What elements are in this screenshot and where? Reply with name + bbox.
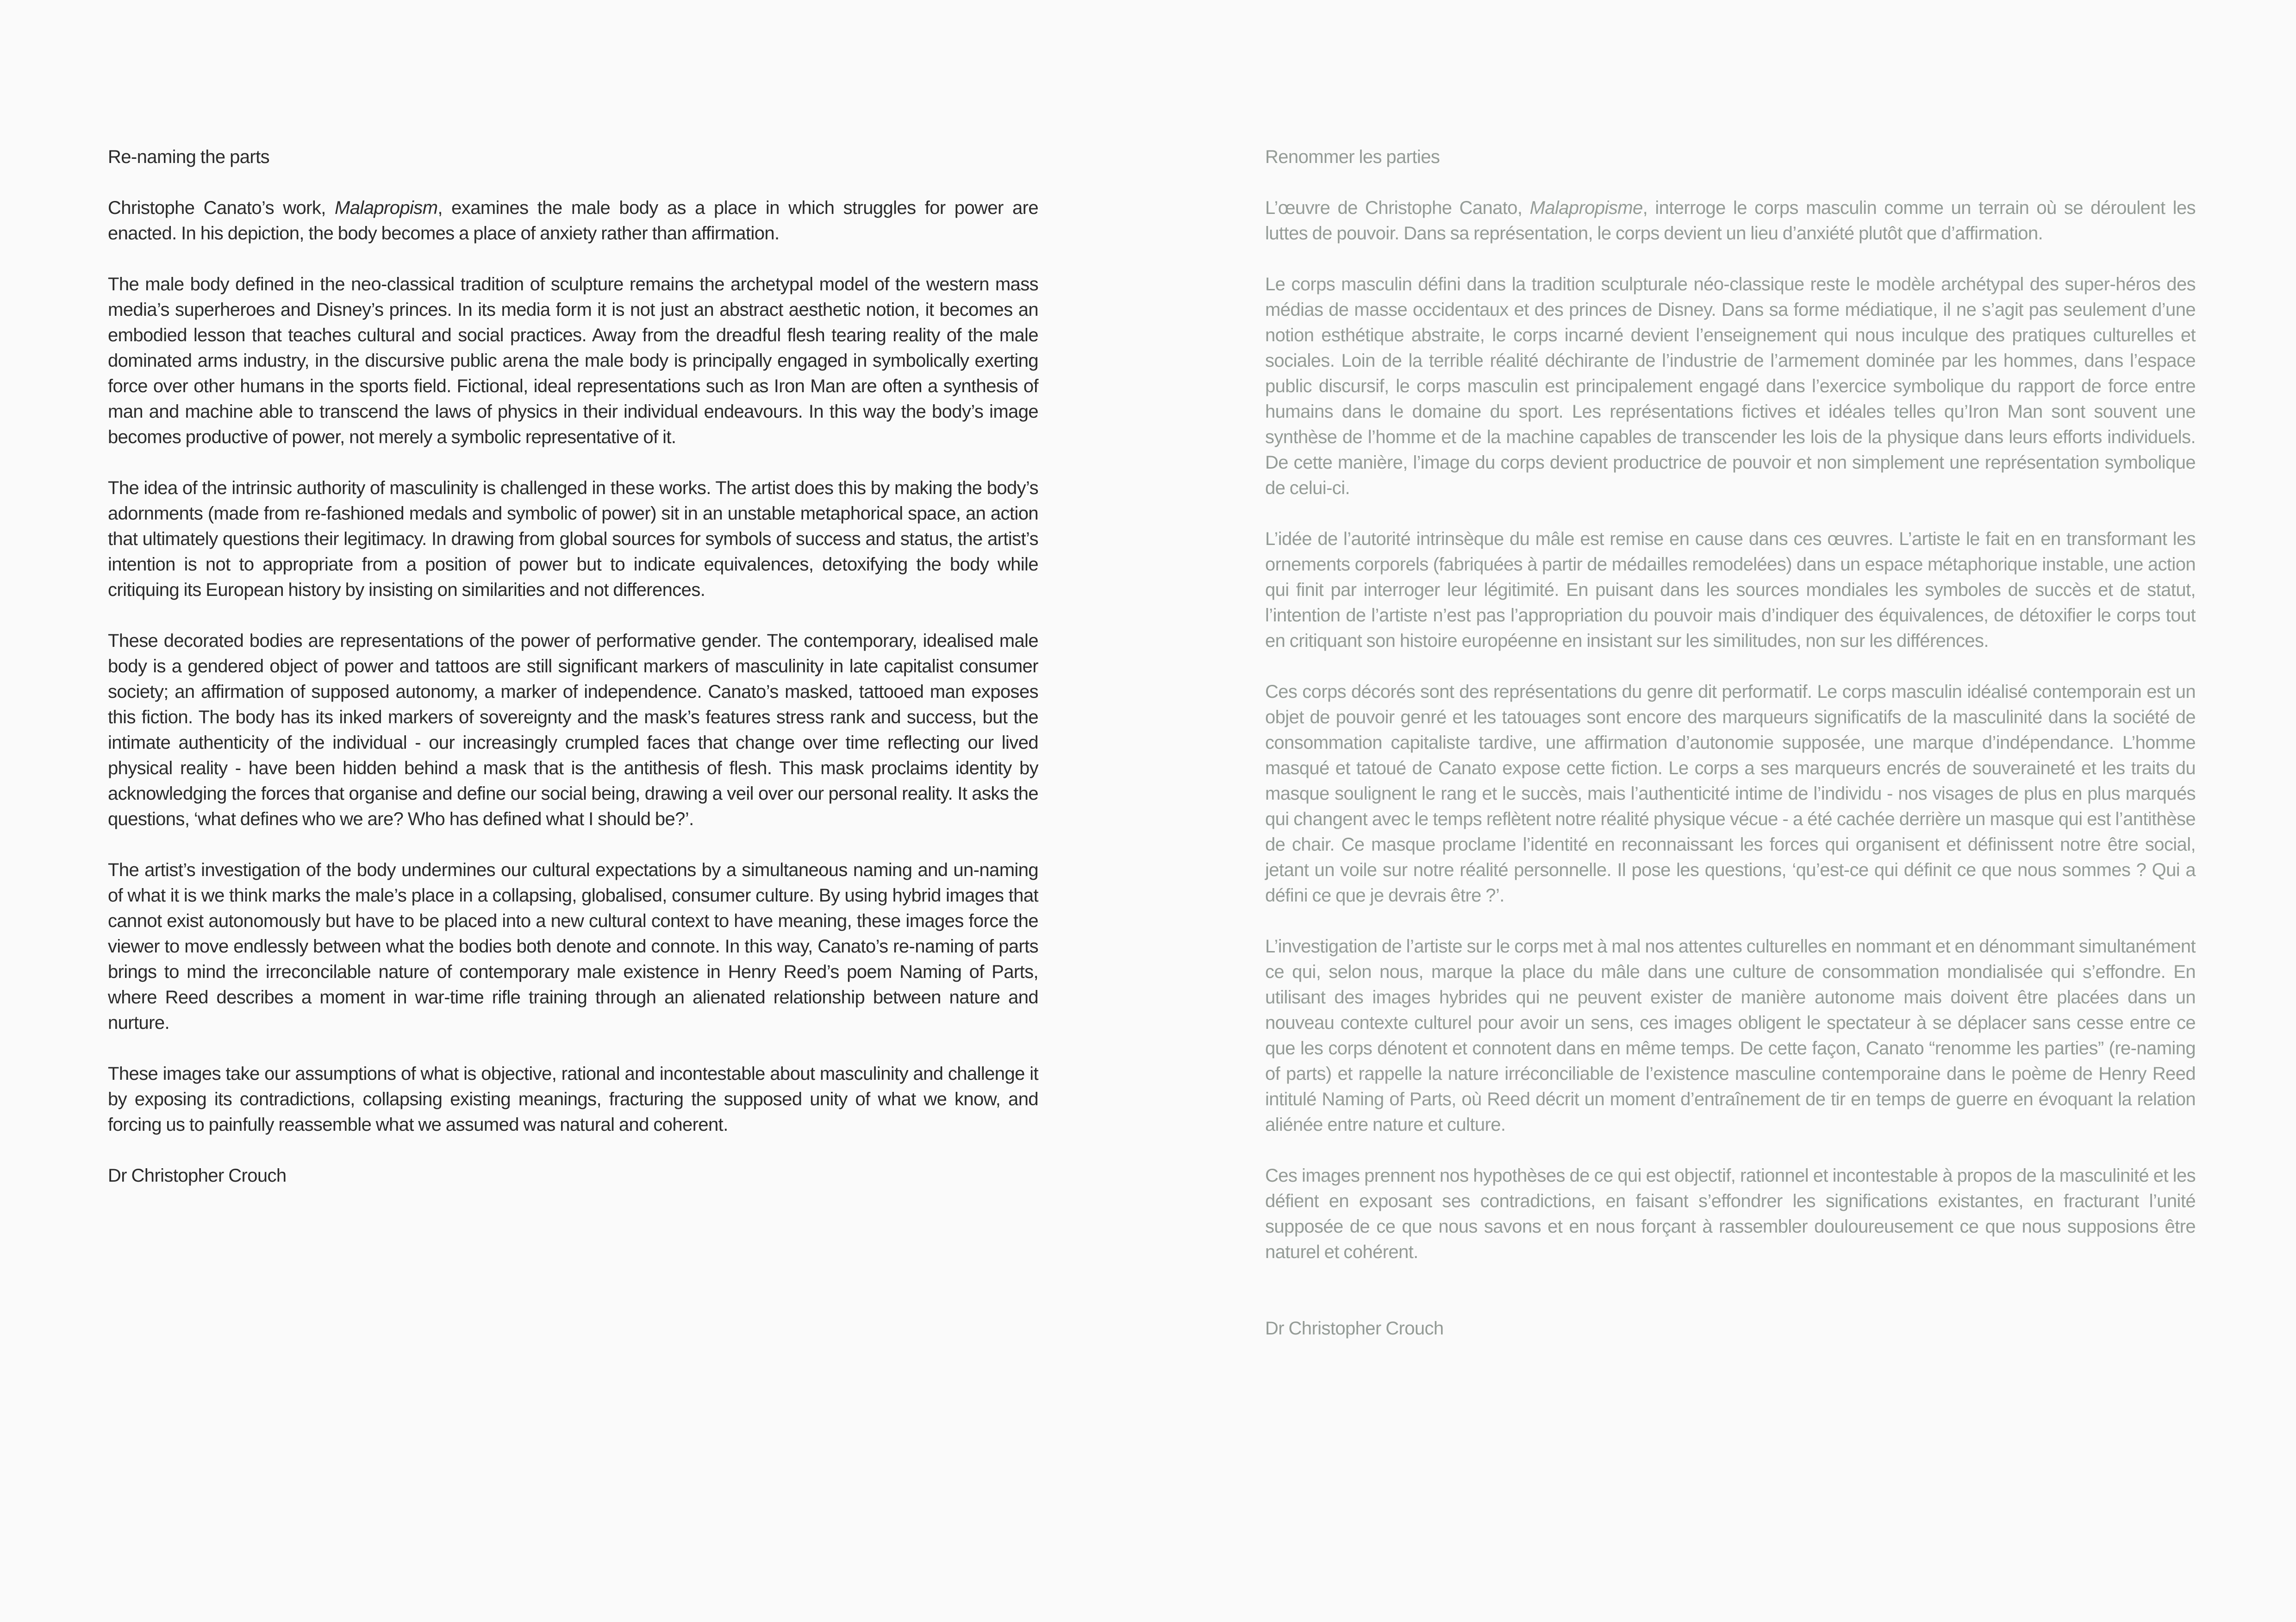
french-p1-italic: Malapropisme xyxy=(1529,198,1643,218)
english-paragraph-2: The male body defined in the neo-classical tradition of sculpture remains the archetypal model of the western mass media’s superheroes and Disney’s princes. In its media form it is not just an abstract aesthetic notion, it becomes an embodied lesson that teaches cultural and social practices. Away from the dreadful flesh tearing reality of the male dominated arms industry, in the discursive public arena the male body is principally engaged in symbolically exerting force over other humans in the sports field. Fictional, ideal representations such as Iron Man are often a synthesis of man and machine able to transcend the laws of physics in their individual endeavours. In this way the body’s image becomes productive of power, not merely a symbolic representative of it. xyxy=(108,274,1038,447)
french-p1-before: L’œuvre de Christophe Canato, xyxy=(1265,198,1530,218)
english-column xyxy=(108,144,1038,1214)
english-paragraph-4: These decorated bodies are representations of the power of performative gender. The contemporary, idealised male body is a gendered object of power and tattoos are still significant markers of masculinity in late capitalist consumer society; an affirmation of supposed autonomy, a marker of independence. Canato’s masked, tattooed man exposes this fiction. The body has its inked markers of sovereignty and the mask’s features stress rank and success, but the intimate authenticity of the individual - our increasingly crumpled faces that change over time reflecting our lived physical reality - have been hidden behind a mask that is the antithesis of flesh. This mask proclaims identity by acknowledging the forces that organise and define our social being, drawing a veil over our personal reality. It asks the questions, ‘what defines who we are? Who has defined what I should be?’. xyxy=(108,631,1038,829)
french-paragraph-4: Ces corps décorés sont des représentations du genre dit performatif. Le corps masculin idéalisé contemporain est un objet de pouvoir genré et les tatouages sont encore des marqueurs significatifs de la masculinité dans la société de consommation capitaliste tardive, une affirmation d’autonomie supposée, une marque d’indépendance. L’homme masqué et tatoué de Canato expose cette fiction. Le corps a ses marqueurs encrés de souveraineté et les traits du masque soulignent le rang et le succès, mais l’authenticité intime de l’individu - nos visages de plus en plus marqués qui changent avec le temps reflètent notre réalité physique vécue - a été cachée derrière un masque qui est l’antithèse de chair. Ce masque proclame l’identité en reconnaissant les forces qui organisent et définissent notre être social, jetant un voile sur notre réalité personnelle. Il pose les questions, ‘qu’est-ce qui définit ce que nous sommes ? Qui a défini ce que je devrais être ?’. xyxy=(1265,682,2196,906)
english-p1-after: , examines the male body as a place in which struggles for power are enacted. In his depiction, the body becomes a place of anxiety rather than affirmation. xyxy=(108,198,1038,244)
signature-spacer xyxy=(1265,1290,2196,1316)
french-column xyxy=(1265,144,2196,1367)
french-paragraph-5: L’investigation de l’artiste sur le corps met à mal nos attentes culturelles en nommant et en dénommant simultanément ce qui, selon nous, marque la place du mâle dans une culture de consommation mondialisée qui s’effondre. En utilisant des images hybrides qui ne peuvent exister de manière autonome mais doivent être placées dans un nouveau contexte culturel pour avoir un sens, ces images obligent le spectateur à se déplacer sans cesse entre ce que les corps dénotent et connotent dans en même temps. De cette façon, Canato “renomme les parties” (re-naming of parts) et rappelle la nature irréconciliable de l’existence masculine contemporaine dans le poème de Henry Reed intitulé Naming of Parts, où Reed décrit un moment d’entraînement de tir en temps de guerre en évoquant la relation aliénée entre nature et culture. xyxy=(1265,936,2196,1135)
english-signature: Dr Christopher Crouch xyxy=(108,1165,287,1186)
english-paragraph-3: The idea of the intrinsic authority of masculinity is challenged in these works. The artist does this by making the body’s adornments (made from re-fashioned medals and symbolic of power) sit in an unstable metaphorical space, an action that ultimately questions their legitimacy. In drawing from global sources for symbols of success and status, the artist’s intention is not to appropriate from a position of power but to indicate equivalences, detoxifying the body while critiquing its European history by insisting on similarities and not differences. xyxy=(108,478,1038,600)
english-title: Re-naming the parts xyxy=(108,147,270,167)
french-signature: Dr Christopher Crouch xyxy=(1265,1318,1444,1339)
french-paragraph-6: Ces images prennent nos hypothèses de ce qui est objectif, rationnel et incontestable à propos de la masculinité et les défient en exposant ses contradictions, en faisant s’effondrer les significations existantes, en fracturant l’unité supposée de ce que nous savons et en nous forçant à rassembler douloureusement ce que nous supposions être naturel et cohérent. xyxy=(1265,1165,2196,1262)
english-p1-before: Christophe Canato’s work, xyxy=(108,198,335,218)
french-p1-after: , interroge le corps masculin comme un terrain où se déroulent les luttes de pouvoir. Dans sa représentation, le corps devient un lieu d’anxiété plutôt que d’affirmation. xyxy=(1265,198,2196,244)
french-paragraph-1 xyxy=(1265,195,2196,246)
french-paragraph-3: L’idée de l’autorité intrinsèque du mâle est remise en cause dans ces œuvres. L’artiste le fait en en transformant les ornements corporels (fabriquées à partir de médailles remodelées) dans un espace métaphorique instable, une action qui finit par interroger leur légitimité. En puisant dans les sources mondiales les symboles de succès et de statut, l’intention de l’artiste n’est pas l’appropriation du pouvoir mais d’indiquer des équivalences, de détoxifier le corps tout en critiquant son histoire européenne en insistant sur les similitudes, non sur les différences. xyxy=(1265,529,2196,651)
english-paragraph-6: These images take our assumptions of what is objective, rational and incontestable about masculinity and challenge it by exposing its contradictions, collapsing existing meanings, fracturing the supposed unity of what we know, and forcing us to painfully reassemble what we assumed was natural and coherent. xyxy=(108,1064,1038,1135)
french-title: Renommer les parties xyxy=(1265,147,1440,167)
english-paragraph-1 xyxy=(108,195,1038,246)
english-paragraph-5: The artist’s investigation of the body undermines our cultural expectations by a simultaneous naming and un-naming of what it is we think marks the male’s place in a collapsing, globalised, consumer culture. By using hybrid images that cannot exist autonomously but have to be placed into a new cultural context to have meaning, these images force the viewer to move endlessly between what the bodies both denote and connote. In this way, Canato’s re-naming of parts brings to mind the irreconcilable nature of contemporary male existence in Henry Reed’s poem Naming of Parts, where Reed describes a moment in war-time rifle training through an alienated relationship between nature and nurture. xyxy=(108,860,1038,1033)
french-paragraph-2: Le corps masculin défini dans la tradition sculpturale néo-classique reste le modèle archétypal des super-héros des médias de masse occidentaux et des princes de Disney. Dans sa forme médiatique, il ne s’agit pas seulement d’une notion esthétique abstraite, le corps incarné devient l’enseignement qui nous inculque des pratiques culturelles et sociales. Loin de la terrible réalité déchirante de l’industrie de l’armement dominée par les hommes, dans l’espace public discursif, le corps masculin est principalement engagé dans l’exercice symbolique du rapport de force entre humains dans le domaine du sport. Les représentations fictives et idéales telles qu’Iron Man sont souvent une synthèse de l’homme et de la machine capables de transcender les lois de la physique dans leurs efforts individuels. De cette manière, l’image du corps devient productrice de pouvoir et non simplement une représentation symbolique de celui-ci. xyxy=(1265,274,2196,498)
english-p1-italic: Malapropism xyxy=(335,198,438,218)
